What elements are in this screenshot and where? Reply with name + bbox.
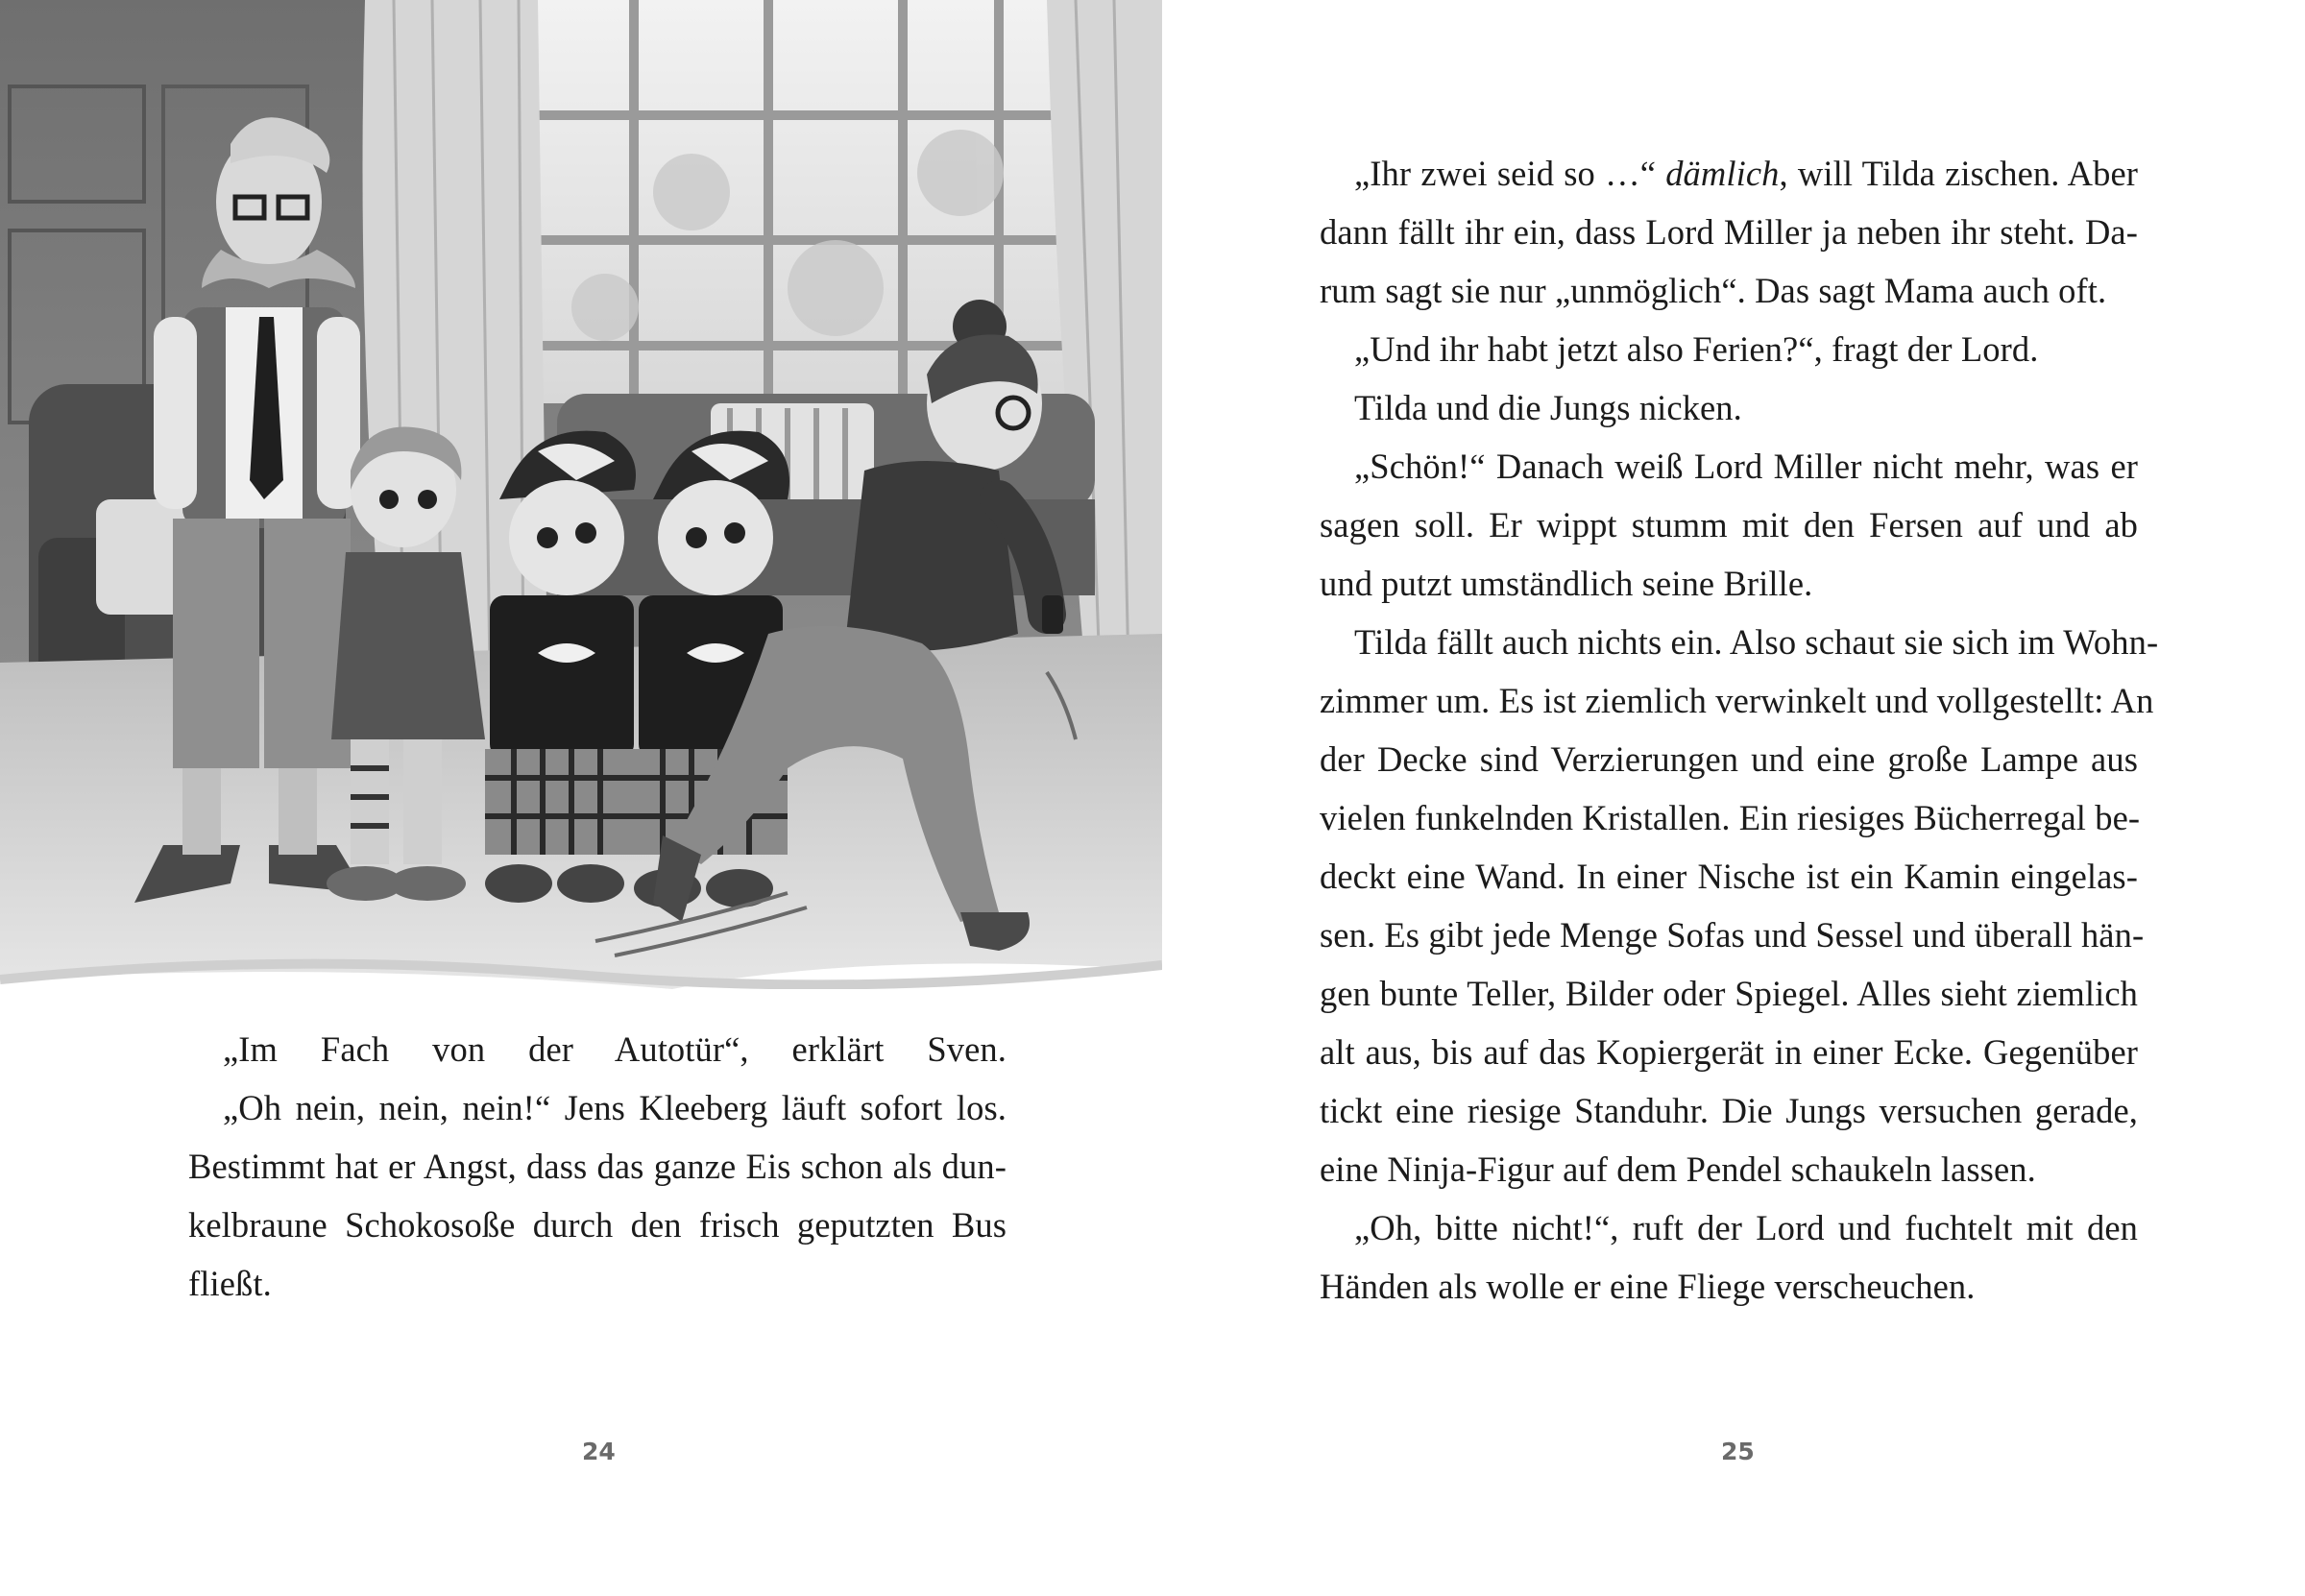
text-line: sagen soll. Er wippt stumm mit den Fersen auf und ab	[1320, 505, 2138, 544]
text-line: Händen als wolle er eine Fliege verscheuchen.	[1320, 1267, 1976, 1306]
text-line: Tilda fällt auch nichts ein. Also schaut sie sich im Wohn-	[1354, 622, 2159, 662]
text-line: gen bunte Teller, Bilder oder Spiegel. Alles sieht ziemlich	[1320, 974, 2138, 1013]
text-fragment: „Ihr zwei seid so …“	[1354, 154, 1666, 193]
right-page-text	[1320, 144, 2159, 1316]
text-line: Bestimmt hat er Angst, dass das ganze Eis schon als dun-	[188, 1147, 1007, 1186]
text-line: Tilda und die Jungs nicken.	[1354, 388, 1742, 427]
text-line: fließt.	[188, 1264, 272, 1303]
page-number-right: 25	[1721, 1438, 1755, 1465]
text-line: dann fällt ihr ein, dass Lord Miller ja neben ihr steht. Da-	[1320, 212, 2138, 252]
right-page	[1162, 0, 2305, 1596]
text-line: rum sagt sie nur „unmöglich“. Das sagt Mama auch oft.	[1320, 271, 2107, 310]
text-line: deckt eine Wand. In einer Nische ist ein Kamin eingelas-	[1320, 857, 2138, 896]
left-page-text	[188, 1020, 1007, 1313]
text-fragment: , will Tilda zischen. Aber	[1779, 154, 2138, 193]
text-line: „Oh nein, nein, nein!“ Jens Kleeberg läuft sofort los.	[223, 1088, 1007, 1127]
text-line: vielen funkelnden Kristallen. Ein riesiges Bücherregal be-	[1320, 798, 2141, 837]
text-line: und putzt umständlich seine Brille.	[1320, 564, 1813, 603]
text-line: sen. Es gibt jede Menge Sofas und Sessel und überall hän-	[1320, 915, 2145, 955]
text-line: der Decke sind Verzierungen und eine große Lampe aus	[1320, 739, 2138, 779]
page-number-left: 24	[582, 1438, 616, 1465]
text-line: „Im Fach von der Autotür“, erklärt Sven.	[223, 1029, 1007, 1069]
text-line: alt aus, bis auf das Kopiergerät in einer Ecke. Gegenüber	[1320, 1032, 2138, 1072]
text-line: „Oh, bitte nicht!“, ruft der Lord und fuchtelt mit den	[1354, 1208, 2138, 1247]
emphasized-word: dämlich	[1665, 154, 1780, 193]
text-line: „Und ihr habt jetzt also Ferien?“, fragt der Lord.	[1354, 329, 2039, 369]
text-line: „Schön!“ Danach weiß Lord Miller nicht mehr, was er	[1354, 447, 2138, 486]
text-line	[1320, 144, 2138, 203]
living-room-illustration	[0, 0, 1162, 989]
text-line: eine Ninja-Figur auf dem Pendel schaukeln lassen.	[1320, 1149, 2036, 1189]
text-line: kelbraune Schokosoße durch den frisch geputzten Bus	[188, 1205, 1007, 1245]
text-line: zimmer um. Es ist ziemlich verwinkelt und vollgestellt: An	[1320, 681, 2154, 720]
text-line: tickt eine riesige Standuhr. Die Jungs versuchen gerade,	[1320, 1091, 2138, 1130]
